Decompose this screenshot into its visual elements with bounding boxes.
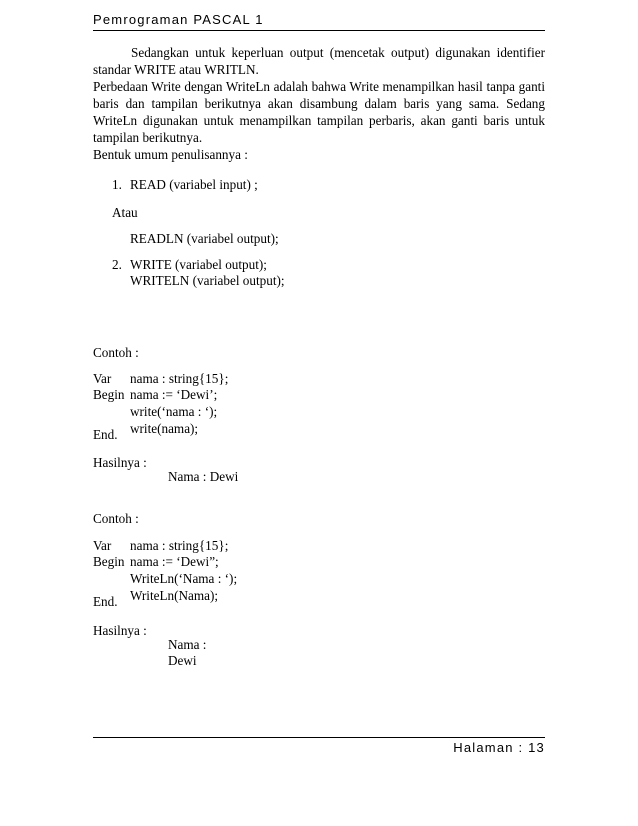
page-header: Pemrograman PASCAL 1 <box>93 12 264 27</box>
code-line: write(‘nama : ‘); <box>130 404 218 419</box>
code-keyword-var: Var <box>93 538 112 553</box>
code-keyword-var: Var <box>93 371 112 386</box>
writeln-syntax: WRITELN (variabel output); <box>130 273 285 288</box>
result-output: Nama : Dewi <box>168 469 239 484</box>
intro-paragraph-2: Perbedaan Write dengan WriteLn adalah bahwa Write menampilkan hasil tanpa ganti baris dan tampilan berikutnya akan disambung dalam baris yang sama. Sedang WriteLn digunakan untuk menampilkan tampilan perbaris, akan ganti baris untuk tampilan berikutnya. <box>93 79 545 145</box>
code-line: nama := ‘Dewi”; <box>130 554 219 569</box>
example-1-label: Contoh : <box>93 345 139 360</box>
readln-syntax: READLN (variabel output); <box>130 231 279 246</box>
code-keyword-begin: Begin <box>93 554 125 569</box>
general-form-label: Bentuk umum penulisannya : <box>93 147 248 162</box>
or-label: Atau <box>112 205 138 220</box>
list-number-1: 1. <box>112 177 122 192</box>
code-line: WriteLn(Nama); <box>130 588 219 603</box>
write-syntax: WRITE (variabel output); <box>130 257 267 272</box>
intro-text <box>93 44 545 146</box>
footer-rule <box>93 737 545 738</box>
header-rule <box>93 30 545 31</box>
page-number: Halaman : 13 <box>453 740 545 755</box>
result-output: Dewi <box>168 653 197 668</box>
code-keyword-end: End. <box>93 427 118 442</box>
code-line: nama := ‘Dewi’; <box>130 387 218 402</box>
code-line: nama : string{15}; <box>130 538 229 553</box>
code-keyword-end: End. <box>93 594 118 609</box>
list-number-2: 2. <box>112 257 122 272</box>
result-label: Hasilnya : <box>93 623 147 638</box>
code-keyword-begin: Begin <box>93 387 125 402</box>
code-line: WriteLn(‘Nama : ‘); <box>130 571 238 586</box>
example-2-label: Contoh : <box>93 511 139 526</box>
intro-paragraph-1: Sedangkan untuk keperluan output (mencetak output) digunakan identifier standar WRITE atau WRITLN. <box>93 45 545 77</box>
read-syntax: READ (variabel input) ; <box>130 177 258 192</box>
code-line: write(nama); <box>130 421 199 436</box>
code-line: nama : string{15}; <box>130 371 229 386</box>
result-output: Nama : <box>168 637 207 652</box>
result-label: Hasilnya : <box>93 455 147 470</box>
